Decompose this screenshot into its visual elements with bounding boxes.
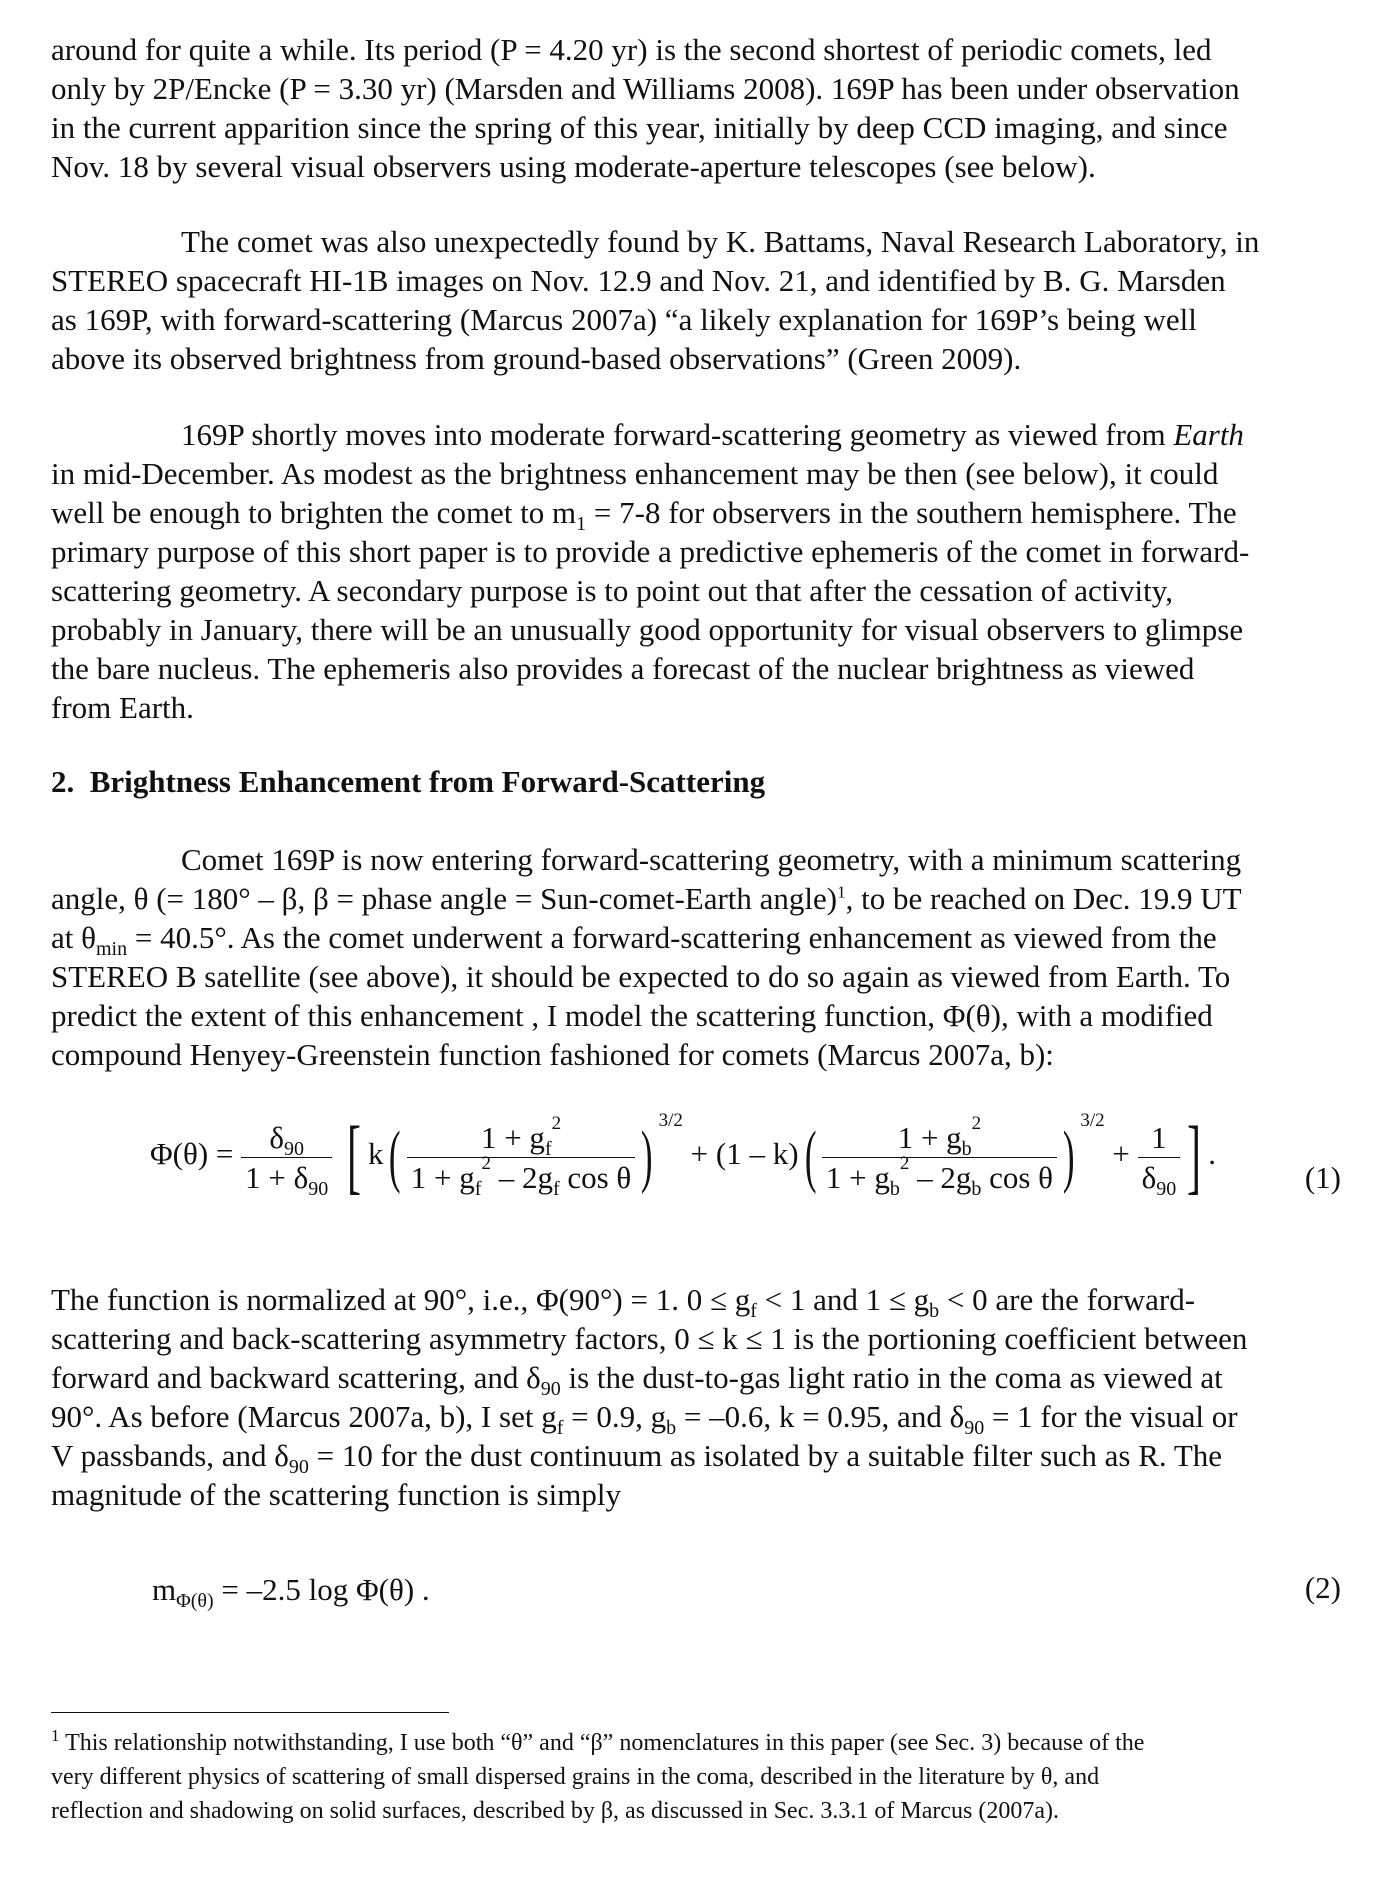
text-line: probably in January, there will be an unusually good opportunity for visual observers to glimpse — [51, 612, 1244, 647]
eq2-sub: Φ(θ) — [176, 1590, 214, 1613]
text-line: The function is normalized at 90°, i.e., Φ(90°) = 1. 0 ≤ g — [51, 1282, 751, 1317]
paragraph-parameters: The function is normalized at 90°, i.e., Φ(90°) = 1. $0 \le g_f < 1$ and $1 \le g_b < 0$ are the forward- scattering and back-scattering asymmetry factors, 0 ≤ k ≤ 1 is the portioning coefficient between forward and backward scattering, and $\delta_{90}$ is the dust-to-gas light ratio in the coma as viewed at 90°. As before (Marcus 2007a, b), I set $g_f = 0.9$, $g_b = -0.6$, k = 0.95, and $\delta_{90} = 1$ for the visual or V passbands, and $\delta_{90} = 10$ for the dust continuum as isolated by a suitable filter such as R. The magnitude of the scattering function is simply — [51, 1282, 1248, 1512]
footnote-number: 1 — [51, 1726, 60, 1745]
text-line: in the current apparition since the spring of this year, initially by deep CCD imaging, and since — [51, 110, 1228, 145]
eq-end: . — [1208, 1136, 1216, 1172]
paragraph-purpose — [51, 415, 1351, 727]
text-line: forward and backward scattering, and δ — [51, 1360, 541, 1395]
equation-number-1: (1) — [1304, 1160, 1341, 1195]
text-line: around for quite a while. Its period (P = 4.20 yr) is the second shortest of periodic comets, led — [51, 32, 1212, 67]
paragraph-model — [51, 840, 1351, 1074]
bracket-open: [ — [346, 1110, 361, 1203]
eq2-rhs: = –2.5 log Φ(θ) . — [213, 1572, 430, 1607]
text-line: 90°. As before (Marcus 2007a, b), I set g — [51, 1399, 557, 1434]
text-line: above its observed brightness from ground-based observations” (Green 2009). — [51, 341, 1022, 376]
text-line: compound Henyey-Greenstein function fashioned for comets (Marcus 2007a, b): — [51, 1037, 1054, 1072]
text-line: only by 2P/Encke (P = 3.30 yr) (Marsden and Williams 2008). 169P has been under observation — [51, 71, 1240, 106]
text-line: primary purpose of this short paper is to provide a predictive ephemeris of the comet in forward- — [51, 534, 1250, 569]
paragraph-intro — [51, 30, 1351, 186]
text-line: angle, θ (= 180° – β, β = phase angle = Sun-comet-Earth angle) — [51, 881, 838, 916]
text-line: in mid-December. As modest as the brightness enhancement may be then (see below), it could — [51, 456, 1219, 491]
section-number: 2. — [51, 764, 75, 799]
text-line: Comet 169P is now entering forward-scattering geometry, with a minimum scattering — [181, 842, 1242, 877]
footnote-line: This relationship notwithstanding, I use both “θ” and “β” nomenclatures in this paper (see Sec. 3) because of the — [59, 1730, 1145, 1756]
italic-earth: Earth — [1173, 417, 1244, 452]
eq-k: k — [367, 1136, 384, 1172]
text-line: scattering geometry. A secondary purpose is to point out that after the cessation of activity, — [51, 573, 1174, 608]
text-line: The comet was also unexpectedly found by K. Battams, Naval Research Laboratory, in — [181, 224, 1260, 259]
eq-prefactor: $\frac{\delta_{90}}{1 + \delta_{90}}$ — [241, 1118, 332, 1197]
eq-mid: + (1 – k) — [690, 1136, 799, 1172]
text-line: as 169P, with forward-scattering (Marcus 2007a) “a likely explanation for 169P’s being well — [51, 302, 1197, 337]
eq-forward-term: $\frac{1 + g_f^2}{1 + g_f^2 - 2g_f \cos \theta}$ — [407, 1118, 636, 1197]
text-line: STEREO B satellite (see above), it should be expected to do so again as viewed from Earth. To — [51, 959, 1231, 994]
eq-exponent: 3/2 — [658, 1110, 683, 1131]
footnote-line: reflection and shadowing on solid surfaces, described by β, as discussed in Sec. 3.3.1 of Marcus (2007a). — [51, 1798, 1059, 1824]
equation-number-2: (2) — [1304, 1570, 1341, 1605]
text-line: magnitude of the scattering function is simply — [51, 1477, 621, 1512]
equation-1 — [150, 1110, 1350, 1203]
text-line: , to be reached on Dec. 19.9 UT — [845, 881, 1242, 916]
paren-close: ) — [1062, 1118, 1075, 1195]
subscript: min — [95, 938, 128, 961]
text-line: predict the extent of this enhancement , I model the scattering function, Φ(θ), with a modified — [51, 998, 1213, 1033]
eq-last-term: $\frac{1}{\delta_{90}}$ — [1138, 1118, 1181, 1197]
text-line: at θ — [51, 920, 96, 955]
footnote — [51, 1726, 1351, 1828]
footnote-mark[interactable]: 1 — [837, 882, 846, 902]
text-line: from Earth. — [51, 690, 194, 725]
bracket-close: ] — [1187, 1110, 1202, 1203]
paragraph-stereo — [51, 222, 1351, 378]
text-line: = 40.5°. As the comet underwent a forward-scattering enhancement as viewed from the — [127, 920, 1217, 955]
equation-2 — [152, 1570, 1352, 1621]
text-line: the bare nucleus. The ephemeris also provides a forecast of the nuclear brightness as viewed — [51, 651, 1195, 686]
text-line: well be enough to brighten the comet to m — [51, 495, 577, 530]
section-title: Brightness Enhancement from Forward-Scattering — [89, 764, 766, 799]
section-heading — [51, 762, 765, 801]
text-line: Nov. 18 by several visual observers using moderate-aperture telescopes (see below). — [51, 149, 1096, 184]
eq-lhs: Φ(θ) = — [150, 1136, 234, 1172]
text-line: 169P shortly moves into moderate forward-scattering geometry as viewed from — [181, 417, 1174, 452]
eq-plus: + — [1112, 1136, 1130, 1172]
eq-exponent: 3/2 — [1080, 1110, 1105, 1131]
eq-backward-term: $\frac{1 + g_b^2}{1 + g_b^2 - 2g_b \cos \theta}$ — [822, 1118, 1057, 1197]
text-line: V passbands, and δ — [51, 1438, 289, 1473]
eq2-m: m — [152, 1572, 177, 1607]
text-line: scattering and back-scattering asymmetry factors, 0 ≤ k ≤ 1 is the portioning coefficient between — [51, 1321, 1248, 1356]
paren-open: ( — [389, 1118, 401, 1195]
footnote-divider — [51, 1712, 449, 1713]
footnote-line: very different physics of scattering of small dispersed grains in the coma, described in the literature by θ, and — [51, 1764, 1100, 1790]
text-line: STEREO spacecraft HI-1B images on Nov. 12.9 and Nov. 21, and identified by B. G. Marsden — [51, 263, 1226, 298]
subscript: 1 — [576, 513, 587, 536]
paren-open: ( — [804, 1118, 817, 1195]
text-line: = 7-8 for observers in the southern hemisphere. The — [586, 495, 1237, 530]
paren-close: ) — [641, 1118, 653, 1195]
